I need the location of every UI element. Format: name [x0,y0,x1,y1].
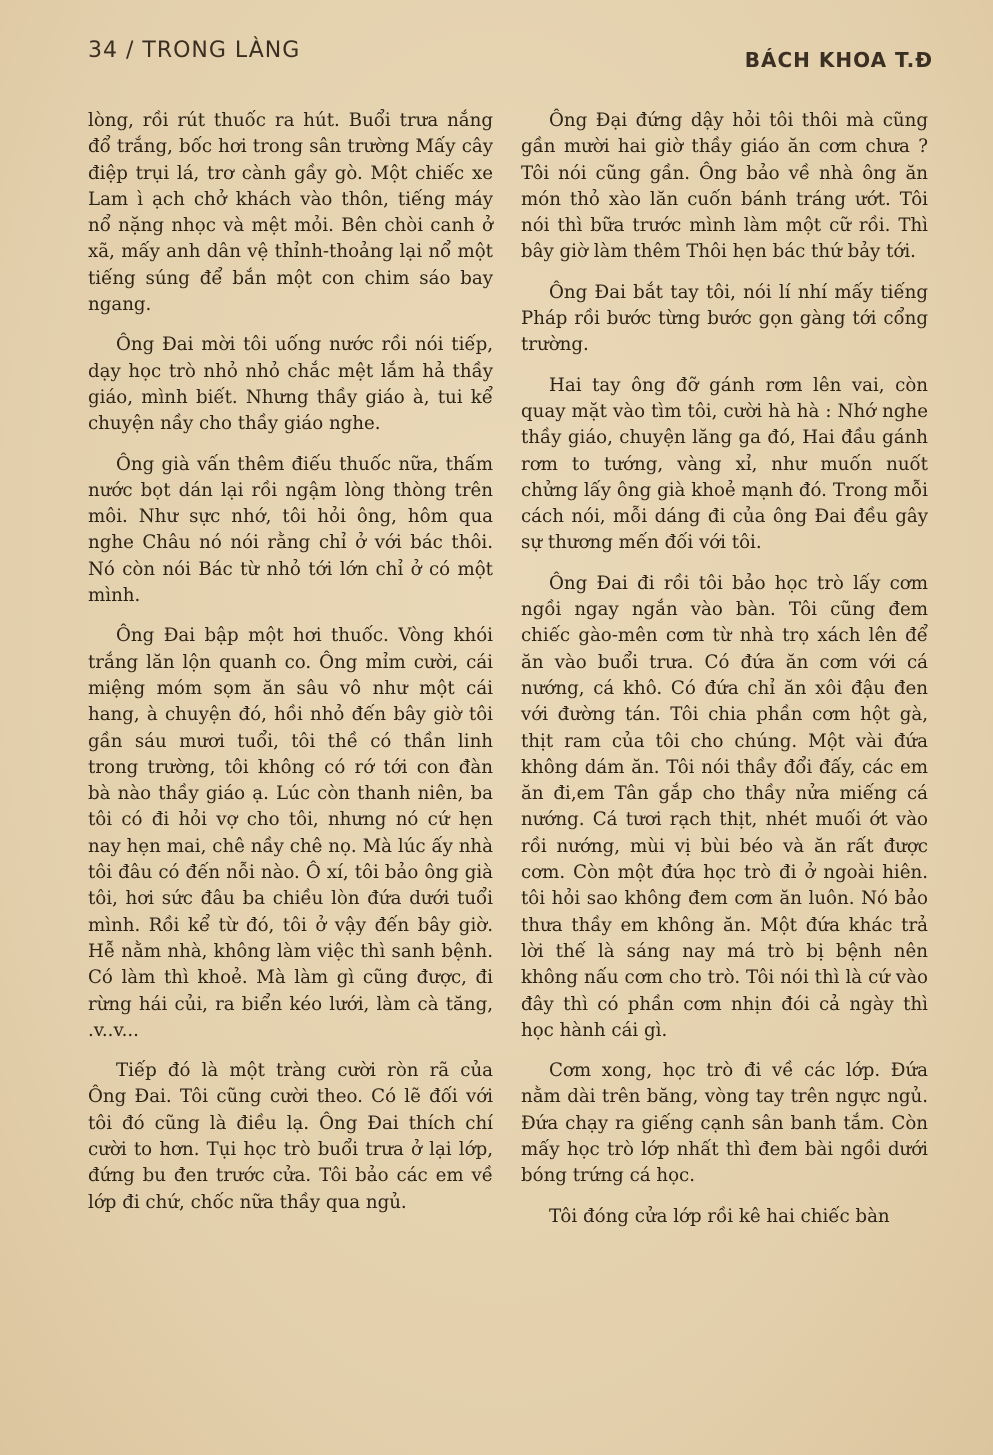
page-header [88,38,933,72]
paragraph: lòng, rồi rút thuốc ra hút. Buổi trưa nắng đổ trắng, bốc hơi trong sân trường Mấy cây điệp trụi lá, trơ cành gầy gò. Một chiếc xe Lam ì ạch chở khách vào thôn, tiếng máy nổ nặng nhọc và mệt mỏi. Bên chòi canh ở xã, mấy anh dân vệ thỉnh-thoảng lại nổ một tiếng súng để bắn một con chim sáo bay ngang. [88,110,493,316]
running-head-right: BÁCH KHOA T.Đ [744,48,933,72]
paragraph: Ông già vấn thêm điếu thuốc nữa, thấm nước bọt dán lại rồi ngậm lòng thòng trên môi. Như sực nhớ, tôi hỏi ông, hôm qua nghe Châu nó nói rằng chỉ ở với bác thôi. Nó còn nói Bác từ nhỏ tới lớn chỉ ở có một mình. [88,453,493,607]
paragraph: Tôi đóng cửa lớp rồi kê hai chiếc bàn [549,1205,890,1227]
paragraph: Cơm xong, học trò đi về các lớp. Đứa nằm dài trên băng, vòng tay trên ngực ngủ. Đứa chạy ra giếng cạnh sân banh tắm. Còn mấy học trò lớp nhất thì đem bài ngồi dưới bóng trứng cá học. [521,1060,928,1187]
running-head-left: 34 / TRONG LÀNG [88,38,301,63]
paragraph: Ông Đai bập một hơi thuốc. Vòng khói trắng lăn lộn quanh co. Ông mỉm cười, cái miệng móm sọm ăn sâu vô như một cái hang, à chuyện đó, hồi nhỏ đến bây giờ tôi gần sáu mươi tuổi, tôi thề có thần linh trong trường, tôi không có rớ tới con đàn bà nào thầy giáo ạ. Lúc còn thanh niên, ba tôi có đi hỏi vợ cho tôi, nhưng nó cứ hẹn nay hẹn mai, chê nầy chê nọ. Mà lúc ấy nhà tôi đâu có đến nỗi nào. Ô xí, tôi bảo ông già tôi, hơi sức đâu ba chiều lòn đứa dưới tuổi mình. Rồi kể từ đó, tôi ở vậy đến bây giờ. Hễ nằm nhà, không làm việc thì sanh bệnh. Có làm thì khoẻ. Mà làm gì cũng được, đi rừng hái củi, ra biển kéo lưới, làm cà tăng, .v..v... [88,625,493,1041]
left-column [88,108,493,1216]
paragraph: Ông Đai bắt tay tôi, nói lí nhí mấy tiếng Pháp rồi bước từng bước gọn gàng tới cổng trường. [521,281,928,356]
paragraph: Hai tay ông đỡ gánh rơm lên vai, còn quay mặt vào tìm tôi, cười hà hà : Nhớ nghe thầy giáo, chuyện lăng ga đó, Hai đầu gánh rơm to tướng, vàng xỉ, như muốn nuốt chửng lấy ông già khoẻ mạnh đó. Trong mỗi cách nói, mỗi dáng đi của ông Đai đều gây sự thương mến đối với tôi. [521,374,928,554]
paragraph: Ông Đai đi rồi tôi bảo học trò lấy cơm ngồi ngay ngắn vào bàn. Tôi cũng đem chiếc gào-mên cơm từ nhà trọ xách lên để ăn vào buổi trưa. Có đứa ăn cơm với cá nướng, cá khô. Có đứa chỉ ăn xôi đậu đen với đường tán. Tôi chia phần cơm hột gà, thịt ram của tôi cho chúng. Một vài đứa không dám ăn. Tôi nói thầy đổi đấy, các em ăn đi,em Tân gắp cho thầy nửa miếng cá nướng. Cá tươi rạch thịt, nhét muối ớt vào rồi nướng, mùi vị bùi béo và ăn rất được cơm. Còn một đứa học trò đi ở ngoài hiên. tôi hỏi sao không đem cơm ăn luôn. Nó bảo thưa thầy em không ăn. Một đứa khác trả lời thế là sáng nay má trò bị bệnh nên không nấu cơm cho trò. Tôi nói thì là cứ vào đây thì có phần cơm nhịn đói cả ngày thì học hành cái gì. [521,572,928,1041]
paragraph: Ông Đai mời tôi uống nước rồi nói tiếp, dạy học trò nhỏ nhỏ chắc mệt lắm hả thầy giáo, mình biết. Nhưng thầy giáo à, tui kể chuyện nầy cho thầy giáo nghe. [88,334,493,435]
paragraph: Ông Đại đứng dậy hỏi tôi thôi mà cũng gần mười hai giờ thầy giáo ăn cơm chưa ? Tôi nói cũng gần. Ông bảo về nhà ông ăn món thỏ xào lăn cuốn bánh tráng ướt. Tôi nói thì bữa trước mình làm một cữ rồi. Thì bây giờ làm thêm Thôi hẹn bác thứ bảy tới. [521,110,928,263]
right-column [521,108,928,1230]
paragraph: Tiếp đó là một tràng cười ròn rã của Ông Đai. Tôi cũng cười theo. Có lẽ đối với tôi đó cũng là điều lạ. Ông Đai thích chí cười to hơn. Tụi học trò buổi trưa ở lại lớp, đứng bu đen trước cửa. Tôi bảo các em về lớp đi chứ, chốc nữa thầy qua ngủ. [88,1060,493,1213]
